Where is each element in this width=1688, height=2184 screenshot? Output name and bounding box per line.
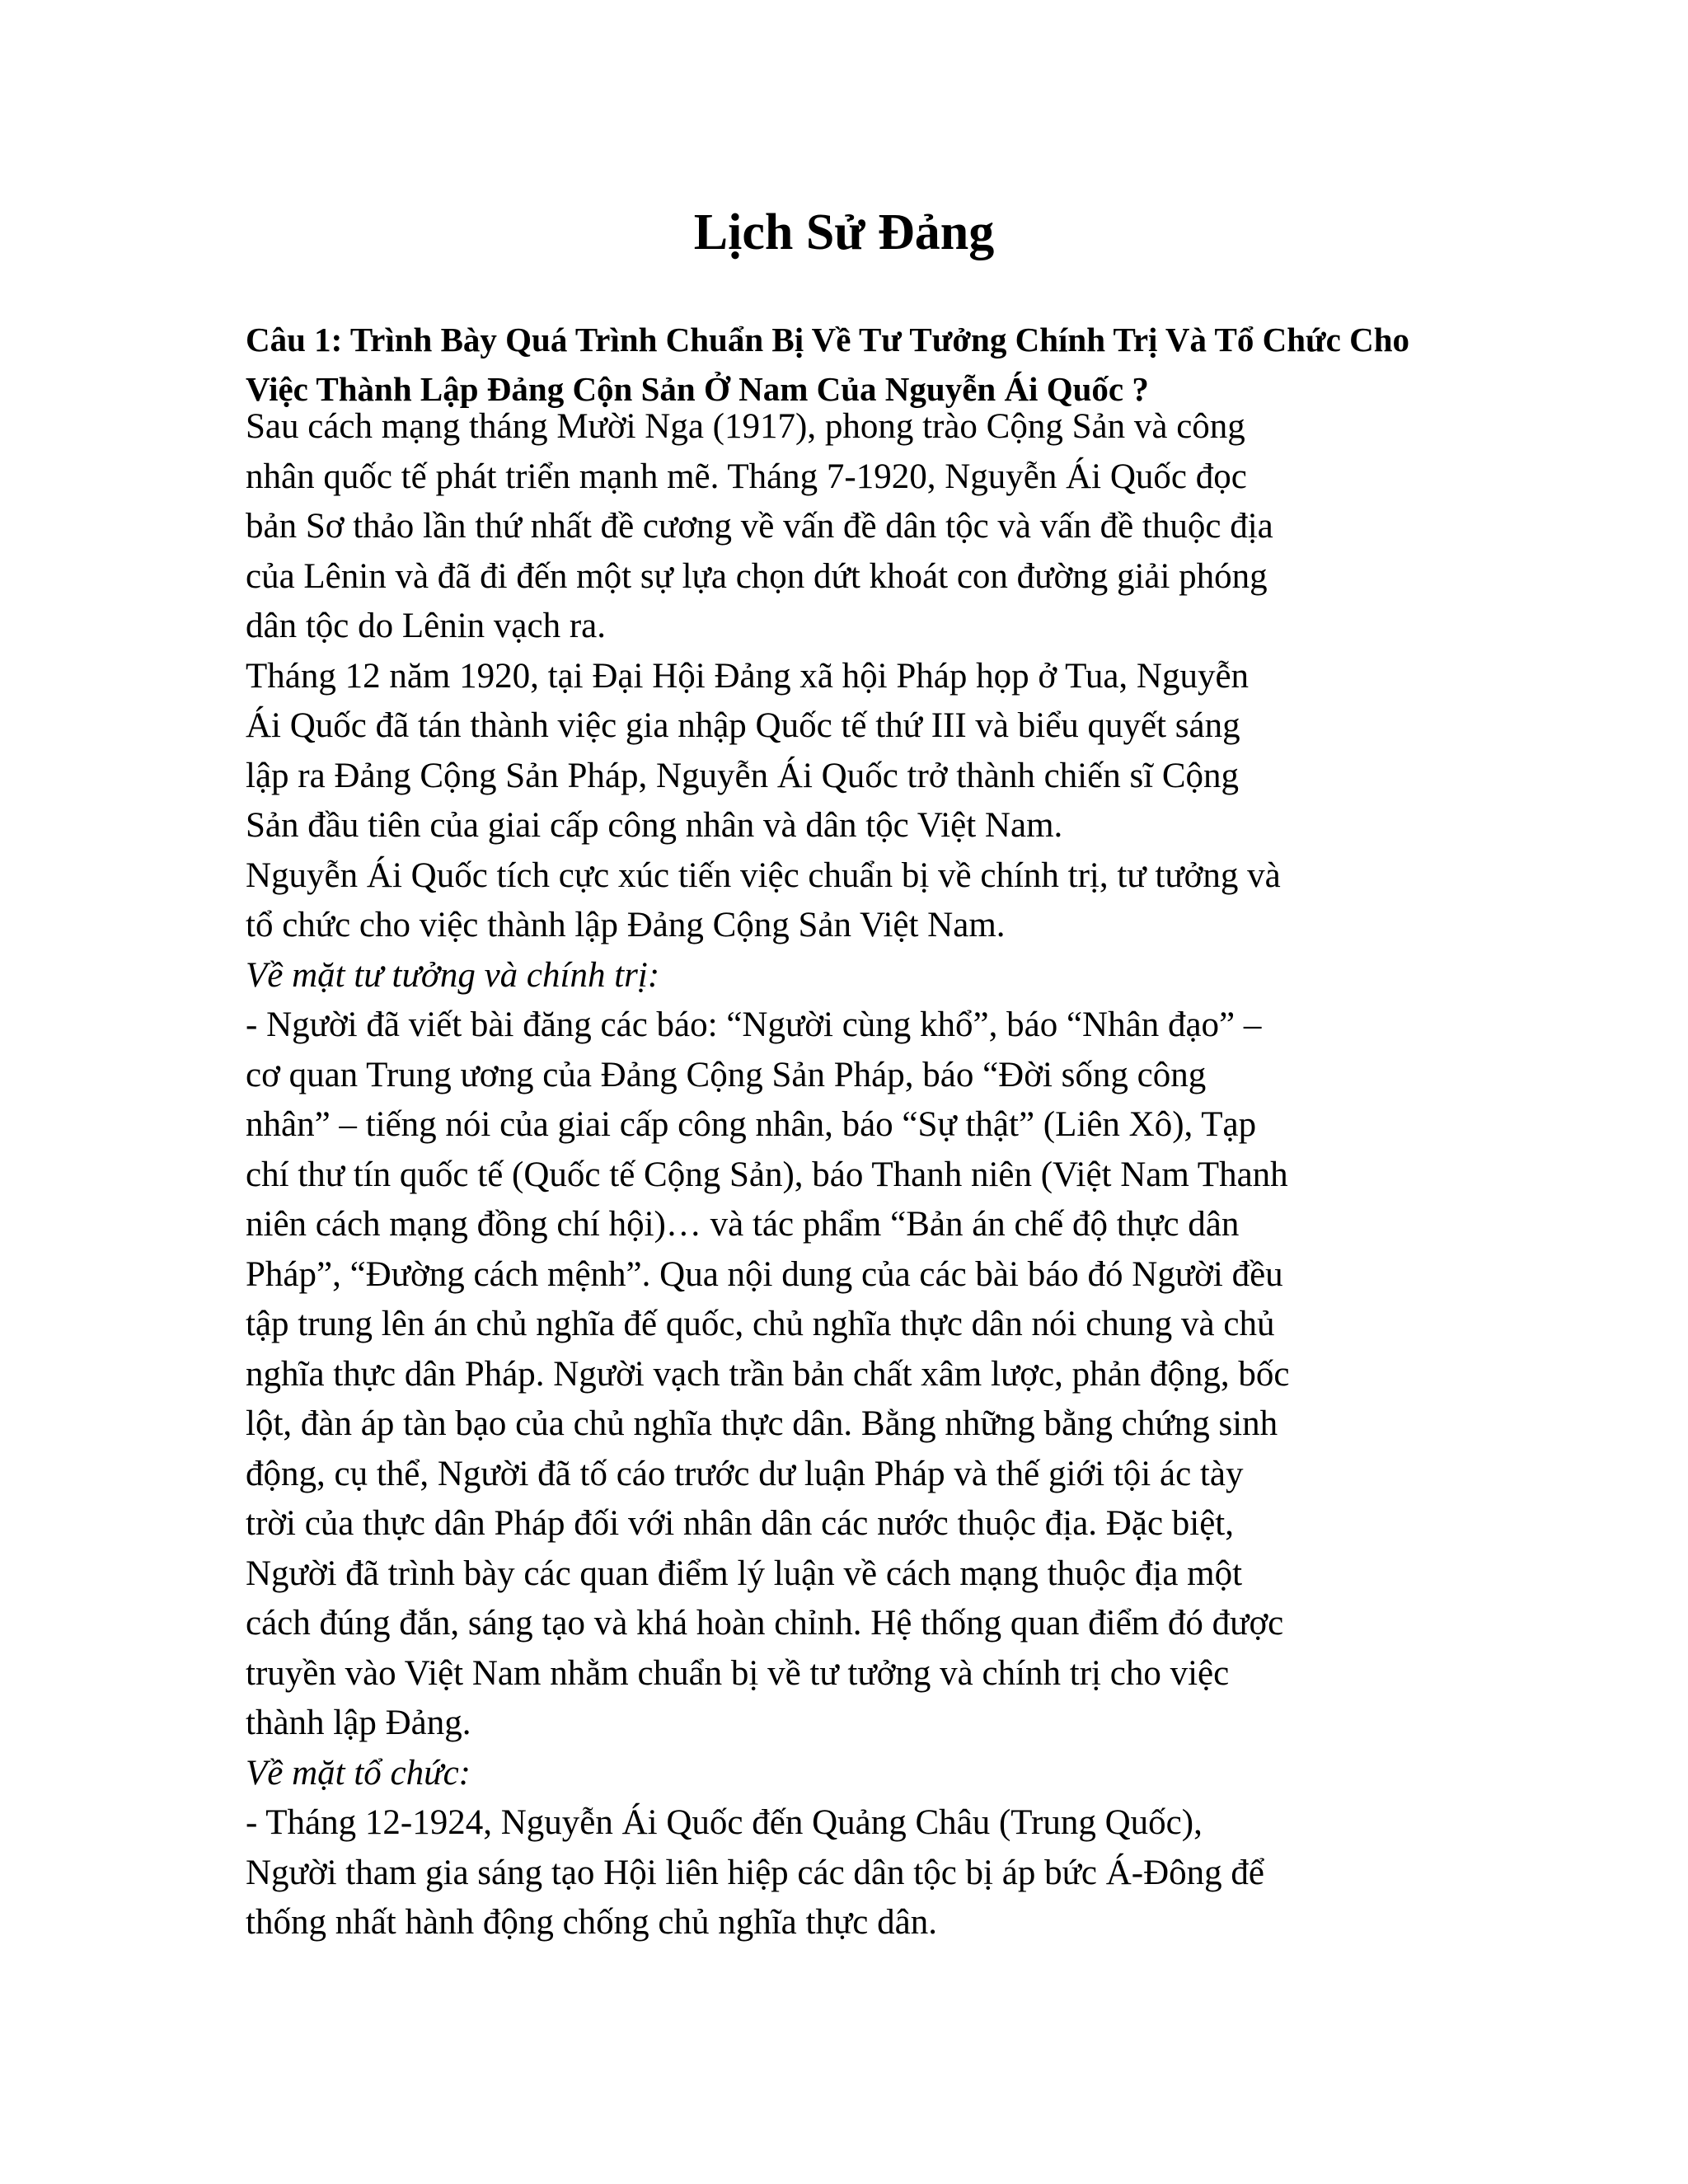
body-line: trời của thực dân Pháp đối với nhân dân các nước thuộc địa. Đặc biệt,: [246, 1504, 1235, 1543]
page-title: Lịch Sử Đảng: [693, 204, 995, 260]
body-line: dân tộc do Lênin vạch ra.: [246, 607, 606, 645]
body-line: Nguyễn Ái Quốc tích cực xúc tiến việc chuẩn bị về chính trị, tư tưởng và: [246, 855, 1281, 895]
section-heading-organization: Về mặt tổ chức:: [246, 1753, 471, 1793]
body-line: tập trung lên án chủ nghĩa đế quốc, chủ nghĩa thực dân nói chung và chủ: [246, 1305, 1275, 1343]
body-line: lập ra Đảng Cộng Sản Pháp, Nguyễn Ái Quốc trở thành chiến sĩ Cộng: [246, 756, 1240, 795]
body-line: nghĩa thực dân Pháp. Người vạch trần bản chất xâm lược, phản động, bốc: [246, 1354, 1290, 1394]
body-line: niên cách mạng đồng chí hội)… và tác phẩm “Bản án chế độ thực dân: [246, 1205, 1240, 1244]
body-line: Pháp”, “Đường cách mệnh”. Qua nội dung của các bài báo đó Người đều: [246, 1254, 1283, 1294]
body-line: - Tháng 12-1924, Nguyễn Ái Quốc đến Quảng Châu (Trung Quốc),: [246, 1803, 1203, 1842]
body-line: của Lênin và đã đi đến một sự lựa chọn dứt khoát con đường giải phóng: [246, 556, 1268, 596]
body-line: Sau cách mạng tháng Mười Nga (1917), phong trào Cộng Sản và công: [246, 407, 1245, 446]
question-heading: [246, 315, 1449, 414]
body-line: Người đã trình bày các quan điểm lý luận về cách mạng thuộc địa một: [246, 1554, 1243, 1593]
body-line: lột, đàn áp tàn bạo của chủ nghĩa thực dân. Bằng những bằng chứng sinh: [246, 1404, 1278, 1443]
body-text: [246, 402, 1449, 1948]
body-line: cách đúng đắn, sáng tạo và khá hoàn chỉnh. Hệ thống quan điểm đó được: [246, 1604, 1284, 1643]
body-line: cơ quan Trung ương của Đảng Cộng Sản Pháp, báo “Đời sống công: [246, 1055, 1207, 1094]
body-line: nhân quốc tế phát triển mạnh mẽ. Tháng 7-1920, Nguyễn Ái Quốc đọc: [246, 457, 1247, 496]
body-line: Người tham gia sáng tạo Hội liên hiệp các dân tộc bị áp bức Á-Đông để: [246, 1853, 1264, 1892]
body-line: nhân” – tiếng nói của giai cấp công nhân, báo “Sự thật” (Liên Xô), Tạp: [246, 1105, 1257, 1144]
question-line: Việc Thành Lập Đảng Cộn Sản Ở Nam Của Nguyễn Ái Quốc ?: [246, 370, 1149, 408]
body-line: động, cụ thể, Người đã tố cáo trước dư luận Pháp và thế giới tội ác tày: [246, 1454, 1244, 1493]
body-line: - Người đã viết bài đăng các báo: “Người cùng khổ”, báo “Nhân đạo” –: [246, 1005, 1262, 1044]
body-line: Ái Quốc đã tán thành việc gia nhập Quốc tế thứ III và biểu quyết sáng: [246, 706, 1240, 745]
body-line: tổ chức cho việc thành lập Đảng Cộng Sản Việt Nam.: [246, 906, 1006, 944]
question-line: Câu 1: Trình Bày Quá Trình Chuẩn Bị Về Tư Tưởng Chính Trị Và Tổ Chức Cho: [246, 321, 1410, 359]
body-line: Tháng 12 năm 1920, tại Đại Hội Đảng xã hội Pháp họp ở Tua, Nguyễn: [246, 656, 1250, 696]
body-line: Sản đầu tiên của giai cấp công nhân và dân tộc Việt Nam.: [246, 806, 1063, 845]
body-line: thống nhất hành động chống chủ nghĩa thực dân.: [246, 1903, 937, 1942]
section-heading-ideology: Về mặt tư tưởng và chính trị:: [246, 955, 660, 995]
body-line: chí thư tín quốc tế (Quốc tế Cộng Sản), báo Thanh niên (Việt Nam Thanh: [246, 1155, 1288, 1194]
body-line: thành lập Đảng.: [246, 1704, 471, 1742]
body-line: truyền vào Việt Nam nhằm chuẩn bị về tư tưởng và chính trị cho việc: [246, 1653, 1230, 1693]
body-line: bản Sơ thảo lần thứ nhất đề cương về vấn đề dân tộc và vấn đề thuộc địa: [246, 507, 1273, 546]
